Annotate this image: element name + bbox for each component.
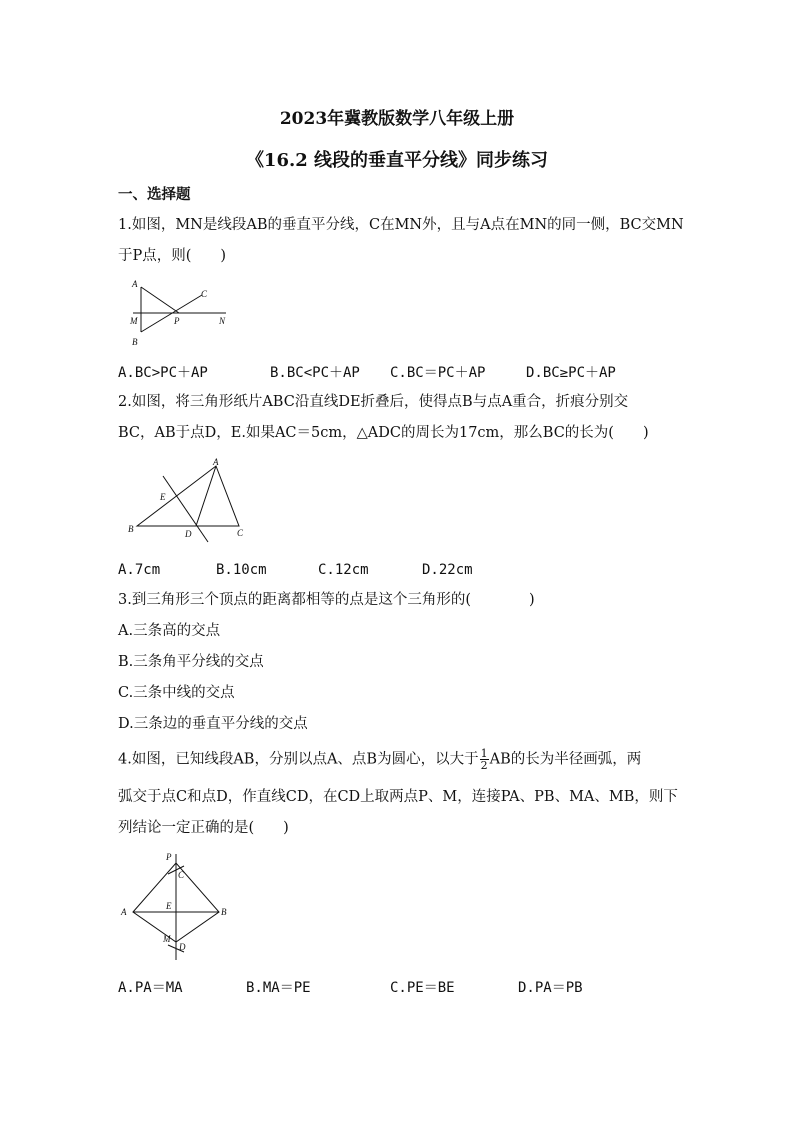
q2-label-e: E	[160, 492, 166, 502]
q4-label-e: E	[166, 901, 172, 911]
q4-option-d: D.PA＝PB	[518, 980, 583, 996]
q3-option-a: A.三条高的交点	[118, 623, 221, 639]
q4-fraction-denominator: 2	[480, 759, 488, 772]
q1-label-c: C	[201, 289, 208, 299]
q4-text-line3: 列结论一定正确的是( )	[118, 820, 289, 836]
q4-label-a: A	[121, 907, 127, 917]
q1-figure	[118, 276, 238, 348]
q4-text-line1-end: AB的长为半径画弧，两	[489, 751, 642, 768]
q2-option-b: B.10cm	[216, 562, 267, 578]
q2-option-d: D.22cm	[422, 562, 473, 578]
q1-option-a: A.BC>PC＋AP	[118, 365, 208, 381]
q2-figure	[118, 456, 258, 548]
q1-label-b: B	[132, 337, 138, 347]
q1-option-c: C.BC＝PC＋AP	[390, 365, 486, 381]
q3-option-b: B.三条角平分线的交点	[118, 654, 264, 670]
q4-text-line1	[118, 748, 641, 771]
document-title: 2023年冀教版数学八年级上册	[279, 109, 515, 129]
q2-option-a: A.7cm	[118, 562, 161, 578]
q1-label-p: P	[174, 316, 180, 326]
q2-text-line2: BC，AB于点D，E.如果AC＝5cm，△ADC的周长为17cm，那么BC的长为( )	[118, 425, 649, 441]
q2-option-c: C.12cm	[318, 562, 369, 578]
q1-text-line2: 于P点，则( )	[118, 248, 227, 264]
q4-fraction	[480, 748, 489, 771]
q1-text-line1: 1.如图，MN是线段AB的垂直平分线，C在MN外，且与A点在MN的同一侧，BC交MN	[118, 217, 684, 233]
q4-figure	[118, 850, 238, 962]
document-subtitle: 《16.2 线段的垂直平分线》同步练习	[245, 150, 549, 171]
q4-label-c: C	[178, 870, 185, 880]
q4-text-line1-start: 4.如图，已知线段AB，分别以点A、点B为圆心，以大于	[118, 751, 479, 768]
q2-triangle-abc	[137, 466, 239, 526]
q4-label-p: P	[166, 852, 172, 862]
q4-label-m: M	[163, 934, 171, 944]
q4-option-c: C.PE＝BE	[390, 980, 455, 996]
q1-label-m: M	[130, 316, 138, 326]
q3-text-line1: 3.到三角形三个顶点的距离都相等的点是这个三角形的( )	[118, 592, 535, 608]
q2-text-line1: 2.如图，将三角形纸片ABC沿直线DE折叠后，使得点B与点A重合，折痕分别交	[118, 394, 629, 410]
q2-label-c: C	[237, 528, 244, 538]
section-heading: 一、选择题	[118, 186, 191, 203]
q1-option-b: B.BC<PC＋AP	[270, 365, 360, 381]
q4-option-a: A.PA＝MA	[118, 980, 183, 996]
q2-label-d: D	[185, 529, 192, 539]
q1-segment-ap	[141, 287, 179, 313]
q4-fraction-numerator: 1	[480, 747, 488, 760]
q4-text-line2: 弧交于点C和点D，作直线CD，在CD上取两点P、M，连接PA、PB、MA、MB，则下	[118, 789, 678, 805]
q1-option-d: D.BC≥PC＋AP	[526, 365, 616, 381]
q3-option-d: D.三条边的垂直平分线的交点	[118, 716, 308, 732]
q1-label-n: N	[219, 316, 226, 326]
q4-label-b: B	[221, 907, 227, 917]
q4-label-d: D	[179, 942, 186, 952]
q1-label-a: A	[132, 279, 138, 289]
q2-label-a: A	[213, 457, 219, 467]
q3-option-c: C.三条中线的交点	[118, 685, 235, 701]
q4-option-b: B.MA＝PE	[246, 980, 311, 996]
q2-label-b: B	[128, 524, 134, 534]
q2-segment-ad	[196, 466, 216, 526]
